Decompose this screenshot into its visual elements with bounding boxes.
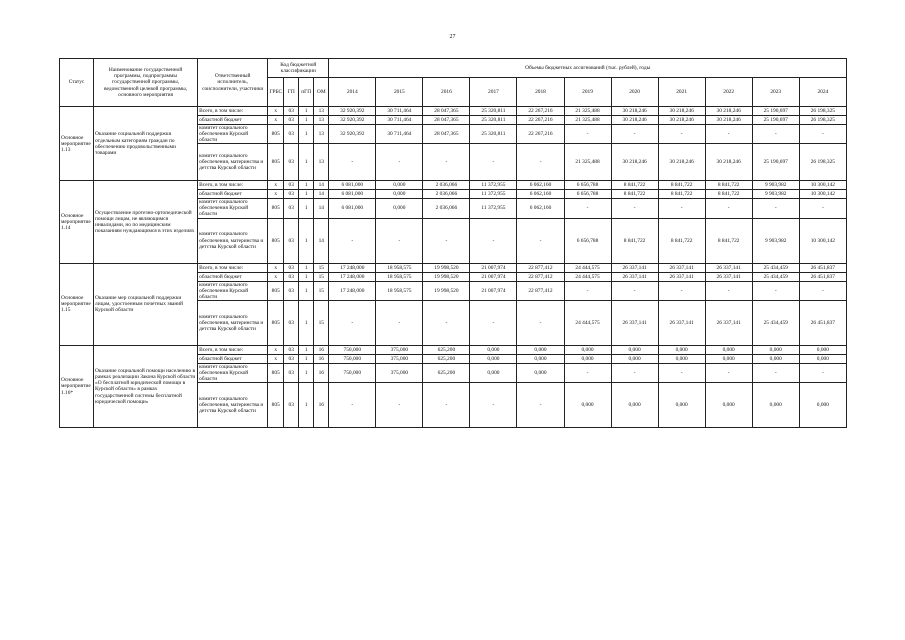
om-cell: 16 (314, 383, 329, 428)
om-cell: 13 (314, 144, 329, 181)
value-cell: 0,000 (658, 354, 705, 363)
grbs-cell: 805 (268, 199, 284, 218)
header-year: 2014 (329, 78, 376, 107)
value-cell: - (470, 218, 517, 263)
value-cell: 0,000 (470, 345, 517, 354)
value-cell: 26 451,837 (799, 263, 846, 272)
value-cell: 8 841,722 (658, 218, 705, 263)
om-cell: 16 (314, 363, 329, 382)
value-cell: - (376, 383, 423, 428)
value-cell: - (517, 218, 564, 263)
value-cell: 750,000 (329, 363, 376, 382)
value-cell: 28 047,365 (423, 125, 470, 144)
gp-cell: 03 (284, 218, 299, 263)
value-cell: 8 841,722 (658, 190, 705, 199)
value-cell: 26 337,141 (611, 300, 658, 345)
table-row (60, 107, 847, 116)
grbs-cell: х (268, 181, 284, 190)
om-cell: 16 (314, 345, 329, 354)
pgp-cell: 1 (299, 107, 314, 116)
value-cell: 0,000 (470, 354, 517, 363)
value-cell: - (376, 300, 423, 345)
value-cell: 0,000 (564, 354, 611, 363)
value-cell: 0,000 (752, 383, 799, 428)
pgp-cell: 1 (299, 144, 314, 181)
value-cell: 26 198,325 (799, 116, 846, 125)
grbs-cell: х (268, 354, 284, 363)
responsible-cell: комитет социального обеспечения, материнства и детства Курской области (198, 144, 268, 181)
gp-cell: 03 (284, 199, 299, 218)
pgp-cell: 1 (299, 272, 314, 281)
header-year: 2023 (752, 78, 799, 107)
value-cell: - (423, 144, 470, 181)
header-year: 2018 (517, 78, 564, 107)
value-cell: - (517, 144, 564, 181)
value-cell: - (705, 199, 752, 218)
header-volumes: Объемы бюджетных ассигнований (тыс. рублей), годы (329, 59, 847, 78)
value-cell: 0,000 (658, 345, 705, 354)
pgp-cell: 1 (299, 218, 314, 263)
value-cell: 0,000 (611, 383, 658, 428)
value-cell: 6 081,000 (329, 199, 376, 218)
pgp-cell: 1 (299, 263, 314, 272)
value-cell: 9 903,982 (752, 190, 799, 199)
value-cell: 19 998,520 (423, 272, 470, 281)
value-cell: 26 337,141 (705, 263, 752, 272)
value-cell: - (329, 383, 376, 428)
value-cell: 25 190,697 (752, 107, 799, 116)
program-name-cell: Оказание мер социальной поддержки лицам, удостоенным почетных званий Курской области (94, 263, 198, 345)
value-cell: 6 656,788 (564, 190, 611, 199)
value-cell: - (423, 300, 470, 345)
value-cell: 8 841,722 (705, 181, 752, 190)
value-cell: 32 920,392 (329, 107, 376, 116)
value-cell: 22 267,216 (517, 125, 564, 144)
header-status: Статус (60, 59, 94, 107)
value-cell: 21 325,488 (564, 144, 611, 181)
value-cell: 8 841,722 (705, 190, 752, 199)
gp-cell: 03 (284, 272, 299, 281)
value-cell: 21 325,488 (564, 107, 611, 116)
value-cell: 0,000 (799, 383, 846, 428)
value-cell: 8 841,722 (611, 218, 658, 263)
grbs-cell: 805 (268, 218, 284, 263)
value-cell: - (423, 218, 470, 263)
value-cell: - (705, 281, 752, 300)
pgp-cell: 1 (299, 125, 314, 144)
om-cell: 15 (314, 281, 329, 300)
value-cell: 30 711,464 (376, 116, 423, 125)
gp-cell: 03 (284, 181, 299, 190)
value-cell: - (470, 383, 517, 428)
om-cell: 15 (314, 263, 329, 272)
grbs-cell: 805 (268, 281, 284, 300)
value-cell: - (423, 383, 470, 428)
value-cell: 0,000 (376, 199, 423, 218)
om-cell: 16 (314, 354, 329, 363)
pgp-cell: 1 (299, 281, 314, 300)
value-cell: 32 920,392 (329, 116, 376, 125)
value-cell: 375,000 (376, 354, 423, 363)
value-cell: 26 451,837 (799, 300, 846, 345)
header-year: 2019 (564, 78, 611, 107)
responsible-cell: комитет социального обеспечения, материнства и детства Курской области (198, 300, 268, 345)
status-cell: Основное мероприятие 1.16* (60, 345, 94, 427)
responsible-cell: комитет социального обеспечения, материнства и детства Курской области (198, 383, 268, 428)
value-cell: 6 656,788 (564, 218, 611, 263)
header-code-gp: ГП (284, 78, 299, 107)
value-cell: 28 047,365 (423, 107, 470, 116)
value-cell: 26 451,837 (799, 272, 846, 281)
value-cell: 21 007,974 (470, 263, 517, 272)
value-cell: 0,000 (611, 354, 658, 363)
value-cell: 6 081,000 (329, 190, 376, 199)
value-cell: 10 300,142 (799, 218, 846, 263)
value-cell: 26 337,141 (705, 272, 752, 281)
om-cell: 14 (314, 181, 329, 190)
value-cell: 8 841,722 (705, 218, 752, 263)
status-cell: Основное мероприятие 1.13 (60, 107, 94, 181)
om-cell: 14 (314, 218, 329, 263)
header-code-pgp: пГП (299, 78, 314, 107)
header-year: 2015 (376, 78, 423, 107)
value-cell: 0,000 (658, 383, 705, 428)
value-cell: 32 920,392 (329, 125, 376, 144)
value-cell: - (611, 363, 658, 382)
responsible-cell: Всего, в том числе: (198, 107, 268, 116)
header-year: 2020 (611, 78, 658, 107)
value-cell: 0,000 (799, 345, 846, 354)
table-row (60, 181, 847, 190)
value-cell: 11 372,955 (470, 181, 517, 190)
value-cell: - (611, 199, 658, 218)
value-cell: 6 081,000 (329, 181, 376, 190)
pgp-cell: 1 (299, 300, 314, 345)
pgp-cell: 1 (299, 363, 314, 382)
pgp-cell: 1 (299, 383, 314, 428)
header-code-om: ОМ (314, 78, 329, 107)
value-cell: - (376, 144, 423, 181)
om-cell: 15 (314, 300, 329, 345)
value-cell: 30 218,246 (705, 107, 752, 116)
value-cell: 24 444,575 (564, 272, 611, 281)
grbs-cell: 805 (268, 363, 284, 382)
header-year: 2022 (705, 78, 752, 107)
gp-cell: 03 (284, 263, 299, 272)
value-cell: 22 877,412 (517, 272, 564, 281)
value-cell: 0,000 (611, 345, 658, 354)
value-cell: - (799, 363, 846, 382)
value-cell: 0,000 (705, 354, 752, 363)
value-cell: - (752, 281, 799, 300)
value-cell: 22 267,216 (517, 107, 564, 116)
value-cell: - (329, 144, 376, 181)
value-cell: 10 300,142 (799, 181, 846, 190)
responsible-cell: комитет социального обеспечения Курской области (198, 125, 268, 144)
value-cell: 25 434,459 (752, 272, 799, 281)
responsible-cell: комитет социального обеспечения Курской области (198, 363, 268, 382)
grbs-cell: х (268, 107, 284, 116)
gp-cell: 03 (284, 300, 299, 345)
pgp-cell: 1 (299, 345, 314, 354)
value-cell: 375,000 (376, 345, 423, 354)
value-cell: 2 036,066 (423, 199, 470, 218)
value-cell: 26 337,141 (658, 263, 705, 272)
budget-table (59, 58, 847, 428)
value-cell: - (658, 363, 705, 382)
value-cell: 625,200 (423, 345, 470, 354)
grbs-cell: 805 (268, 144, 284, 181)
header-year: 2024 (799, 78, 846, 107)
value-cell: 0,000 (376, 181, 423, 190)
value-cell: 6 062,160 (517, 181, 564, 190)
value-cell: - (564, 199, 611, 218)
value-cell: 21 325,488 (564, 116, 611, 125)
value-cell: 0,000 (517, 363, 564, 382)
value-cell: - (658, 125, 705, 144)
value-cell: 0,000 (705, 383, 752, 428)
value-cell: 24 444,575 (564, 263, 611, 272)
pgp-cell: 1 (299, 199, 314, 218)
pgp-cell: 1 (299, 116, 314, 125)
pgp-cell: 1 (299, 354, 314, 363)
gp-cell: 03 (284, 281, 299, 300)
gp-cell: 03 (284, 107, 299, 116)
value-cell: 0,000 (564, 383, 611, 428)
value-cell: 0,000 (705, 345, 752, 354)
program-name-cell: Осуществление протезно-ортопедической помощи лицам, не являющимся инвалидами, но по медицинским показаниям нуждающимся в этих изделиях (94, 181, 198, 263)
value-cell: 0,000 (376, 190, 423, 199)
value-cell: 25 434,459 (752, 300, 799, 345)
value-cell: 26 337,141 (658, 300, 705, 345)
value-cell: 0,000 (470, 363, 517, 382)
value-cell: 30 218,246 (658, 144, 705, 181)
value-cell: 30 218,246 (611, 144, 658, 181)
gp-cell: 03 (284, 363, 299, 382)
value-cell: 26 198,325 (799, 107, 846, 116)
value-cell: 0,000 (517, 345, 564, 354)
responsible-cell: Всего, в том числе: (198, 263, 268, 272)
value-cell: - (470, 144, 517, 181)
value-cell: - (470, 300, 517, 345)
value-cell: - (564, 281, 611, 300)
value-cell: 22 267,216 (517, 116, 564, 125)
gp-cell: 03 (284, 116, 299, 125)
value-cell: 0,000 (564, 345, 611, 354)
value-cell: 19 998,520 (423, 263, 470, 272)
value-cell: 18 958,575 (376, 263, 423, 272)
value-cell: - (658, 199, 705, 218)
value-cell: - (329, 300, 376, 345)
grbs-cell: 805 (268, 300, 284, 345)
value-cell: 625,200 (423, 354, 470, 363)
value-cell: 750,000 (329, 345, 376, 354)
pgp-cell: 1 (299, 181, 314, 190)
value-cell: - (752, 125, 799, 144)
status-cell: Основное мероприятие 1.15 (60, 263, 94, 345)
value-cell: 2 036,066 (423, 190, 470, 199)
value-cell: 18 958,575 (376, 272, 423, 281)
value-cell: - (564, 125, 611, 144)
value-cell: 25 190,697 (752, 144, 799, 181)
value-cell: 8 841,722 (611, 181, 658, 190)
header-name: Наименование государственной программы, подпрограммы государственной программы, ведомственной целевой программы, основного мероприятия (94, 59, 198, 107)
value-cell: 17 248,000 (329, 272, 376, 281)
value-cell: - (376, 218, 423, 263)
value-cell: 0,000 (752, 345, 799, 354)
value-cell: 6 062,160 (517, 190, 564, 199)
value-cell: 18 958,575 (376, 281, 423, 300)
responsible-cell: Всего, в том числе: (198, 345, 268, 354)
grbs-cell: х (268, 263, 284, 272)
value-cell: 30 218,246 (658, 107, 705, 116)
header-year: 2021 (658, 78, 705, 107)
value-cell: 8 841,722 (611, 190, 658, 199)
gp-cell: 03 (284, 125, 299, 144)
value-cell: 22 877,412 (517, 281, 564, 300)
value-cell: 22 877,412 (517, 263, 564, 272)
responsible-cell: областной бюджет (198, 272, 268, 281)
header-year: 2017 (470, 78, 517, 107)
responsible-cell: комитет социального обеспечения Курской области (198, 281, 268, 300)
program-name-cell: Оказание социальной поддержки отдельным категориям граждан по обеспечению продовольственными товарами (94, 107, 198, 181)
value-cell: - (611, 125, 658, 144)
gp-cell: 03 (284, 345, 299, 354)
value-cell: - (658, 281, 705, 300)
grbs-cell: х (268, 190, 284, 199)
grbs-cell: х (268, 272, 284, 281)
value-cell: 6 062,160 (517, 199, 564, 218)
page-number: 27 (449, 34, 456, 40)
table-row (60, 263, 847, 272)
value-cell: - (329, 218, 376, 263)
value-cell: 17 248,000 (329, 281, 376, 300)
value-cell: 21 007,974 (470, 272, 517, 281)
value-cell: - (517, 383, 564, 428)
om-cell: 13 (314, 107, 329, 116)
grbs-cell: х (268, 116, 284, 125)
value-cell: 25 434,459 (752, 263, 799, 272)
gp-cell: 03 (284, 354, 299, 363)
value-cell: 25 320,811 (470, 125, 517, 144)
value-cell: 6 656,788 (564, 181, 611, 190)
value-cell: 30 218,246 (611, 107, 658, 116)
value-cell: 10 300,142 (799, 190, 846, 199)
table-row (60, 345, 847, 354)
gp-cell: 03 (284, 190, 299, 199)
status-cell: Основное мероприятие 1.14 (60, 181, 94, 263)
value-cell: 25 320,811 (470, 116, 517, 125)
value-cell: 26 337,141 (705, 300, 752, 345)
gp-cell: 03 (284, 383, 299, 428)
header-code-grbs: ГРБС (268, 78, 284, 107)
grbs-cell: 805 (268, 383, 284, 428)
value-cell: 375,000 (376, 363, 423, 382)
value-cell: 30 218,246 (658, 116, 705, 125)
value-cell: 26 337,141 (611, 272, 658, 281)
value-cell: 17 248,000 (329, 263, 376, 272)
value-cell: 30 218,246 (705, 116, 752, 125)
responsible-cell: областной бюджет (198, 190, 268, 199)
value-cell: 26 337,141 (658, 272, 705, 281)
table-body (60, 107, 847, 428)
om-cell: 13 (314, 116, 329, 125)
value-cell: 2 036,066 (423, 181, 470, 190)
pgp-cell: 1 (299, 190, 314, 199)
om-cell: 15 (314, 272, 329, 281)
value-cell: - (611, 281, 658, 300)
header-year: 2016 (423, 78, 470, 107)
value-cell: - (564, 363, 611, 382)
value-cell: 0,000 (799, 354, 846, 363)
value-cell: 11 372,955 (470, 190, 517, 199)
value-cell: - (799, 281, 846, 300)
value-cell: 19 998,520 (423, 281, 470, 300)
value-cell: 28 047,365 (423, 116, 470, 125)
value-cell: 25 320,811 (470, 107, 517, 116)
value-cell: 30 711,464 (376, 107, 423, 116)
value-cell: 625,200 (423, 363, 470, 382)
value-cell: 26 198,325 (799, 144, 846, 181)
value-cell: 750,000 (329, 354, 376, 363)
value-cell: - (799, 199, 846, 218)
value-cell: 9 903,982 (752, 181, 799, 190)
grbs-cell: 805 (268, 125, 284, 144)
responsible-cell: комитет социального обеспечения Курской области (198, 199, 268, 218)
value-cell: - (517, 300, 564, 345)
value-cell: 9 903,982 (752, 218, 799, 263)
value-cell: 0,000 (517, 354, 564, 363)
value-cell: 26 337,141 (611, 263, 658, 272)
program-name-cell: Оказание социальной помощи населению в рамках реализации Закона Курской области «О бесплатной юридической помощи в Курской области» в рамках государственной системы бесплатной юридической помощи» (94, 345, 198, 427)
value-cell: - (799, 125, 846, 144)
responsible-cell: областной бюджет (198, 354, 268, 363)
value-cell: 11 372,955 (470, 199, 517, 218)
header-responsible: Ответственный исполнитель, соисполнители, участники (198, 59, 268, 107)
gp-cell: 03 (284, 144, 299, 181)
value-cell: 24 444,575 (564, 300, 611, 345)
value-cell: - (752, 363, 799, 382)
responsible-cell: Всего, в том числе: (198, 181, 268, 190)
value-cell: 8 841,722 (658, 181, 705, 190)
om-cell: 14 (314, 190, 329, 199)
value-cell: 0,000 (752, 354, 799, 363)
value-cell: 30 711,464 (376, 125, 423, 144)
value-cell: 30 218,246 (705, 144, 752, 181)
value-cell: 30 218,246 (611, 116, 658, 125)
om-cell: 14 (314, 199, 329, 218)
header-budget-code: Код бюджетной классификации (268, 59, 329, 78)
responsible-cell: комитет социального обеспечения, материнства и детства Курской области (198, 218, 268, 263)
value-cell: 25 190,697 (752, 116, 799, 125)
value-cell: - (752, 199, 799, 218)
value-cell: - (705, 125, 752, 144)
value-cell: 21 007,974 (470, 281, 517, 300)
om-cell: 13 (314, 125, 329, 144)
responsible-cell: областной бюджет (198, 116, 268, 125)
grbs-cell: х (268, 345, 284, 354)
value-cell: - (705, 363, 752, 382)
